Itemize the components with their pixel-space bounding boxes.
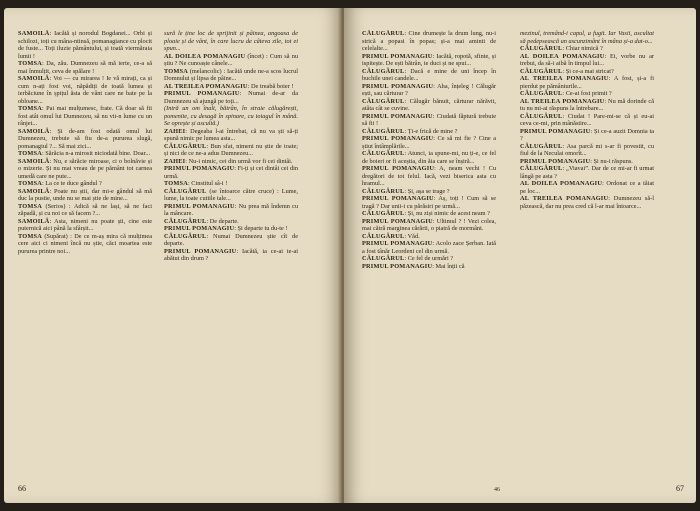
script-line [362,150,496,165]
speaker-name: CĂLUGĂRUL [164,217,207,225]
line-text: : Ce să mi fie ? Cine a știut întâmplările... [362,135,496,150]
line-text: (se întoarce către cruce) : Lume, lume, la toate cutiile tale... [164,187,298,202]
left-column-2 [164,30,298,490]
line-text: : Pai mai mulțumesc, frate. Că doar să fii fost atât omul lui Dumnezeu, să nu vii-n lume cu un rânjet... [18,105,152,127]
line-text: sură le ține loc de sprijinit și pâinea, angoasa de ploaie și de vânt, în care lucru de câteva zile, tot ei spun... [164,30,298,52]
speaker-name: TOMSA [164,67,188,75]
script-line [362,255,496,263]
speaker-name: PRIMUL POMANAGIU [362,262,433,270]
script-line [164,165,298,180]
speaker-name: CĂLUGĂRUL [362,97,405,105]
script-line [164,203,298,218]
script-line [520,158,654,166]
speaker-name: AL TREILEA POMANAGIU [164,82,248,90]
line-text: : Numai Dumnezeu știe cît de departe. [164,232,298,247]
line-text: : Și de-am fost odată omul lui Dumnezeu, trebuie să fiu de-a pururea slugă, pomanagiul ?... Să mai zici... [18,127,152,150]
speaker-name: CĂLUGĂRUL [520,112,563,120]
speaker-name: CĂLUGĂRUL [362,67,405,75]
script-line [520,113,654,128]
line-text: : Și, nu ziși nimic de acest neam ? [404,210,490,217]
speaker-name: PRIMUL POMANAGIU [362,217,433,225]
line-text: : Acolo zace Șerban. Iată a fost tânăr Leordeni cel din urmă. [362,240,496,255]
speaker-name: CĂLUGĂRUL [164,232,207,240]
speaker-name: PRIMUL POMANAGIU [520,127,591,135]
line-text: : De treabă boier ! [247,82,294,90]
line-text: : Și departe tu du-te ! [234,225,288,232]
line-text: : Sărăcia n-a mirosit niciodată bine. Doar... [41,150,151,157]
script-line [18,158,152,181]
line-text: : La ce te duce gândul ? [41,180,102,187]
script-line [164,90,298,105]
script-line [18,128,152,151]
script-line [18,75,152,105]
line-text: : Nu prea mă îndemn cu la mâncare. [164,202,298,217]
line-text: : Văd. [404,232,420,240]
speaker-name: TOMSA [18,60,42,67]
line-text: : Aha, înțeleg ! Călugăr ești, sau cărturar ? [362,82,496,97]
line-text: : Și, așa se trage ? [404,187,450,195]
script-line [164,68,298,83]
script-line [520,195,654,210]
script-line [520,90,654,98]
line-text: : Ciudat ! Pare-mi-se că și eu-ai ceva ce-mi, prin mânăstire... [520,112,654,127]
speaker-name: AL TREILEA POMANAGIU [520,195,609,202]
line-text: : Degeaba l-ai întrebat, că nu va ști să-ți spună nimic pe lumea asta... [164,127,298,142]
speaker-name: TOMSA [18,232,42,240]
script-line [362,210,496,218]
script-line [164,143,298,158]
line-text: : Asa parcă mi s-ar fi povestit, cu fiul de la Neculai omorît... [520,142,654,157]
script-line [362,240,496,255]
line-text: : De departe. [206,217,239,225]
script-line [18,233,152,256]
speaker-name: AL TREILEA POMANAGIU [520,97,605,105]
speaker-name: SAMOILĂ [18,157,50,165]
script-line [164,248,298,263]
script-line [18,30,152,60]
speaker-name: PRIMUL POMANAGIU [362,112,433,120]
script-line [164,128,298,143]
speaker-name: SAMOILĂ [18,30,50,37]
right-page-number: 67 [676,484,684,493]
left-page [4,8,342,503]
line-text: : „Viavai”. Dar de ce mi-ar fi urmat lângă pe asta ? [520,165,654,180]
script-line [520,45,654,53]
script-line [362,165,496,188]
speaker-name: PRIMUL POMANAGIU [362,165,435,172]
line-text: : Mai înții că [432,262,465,270]
script-line [520,143,654,158]
line-text: : Ciudată făptură trebuie să fii ! [362,112,496,127]
script-line [520,30,654,45]
speaker-name: AL DOILEA POMANAGIU [164,52,246,60]
script-line [520,68,654,76]
script-line [362,68,496,83]
speaker-name: CĂLUGĂRUL [362,150,405,157]
line-text: : Nu, e sărăcie miroase, ci o bolnăvie și o mizerie. Și nu mai vreau de pe pământ tot carnea umedă care ne pute... [18,157,152,180]
script-line [164,188,298,203]
right-column-1 [362,30,496,490]
speaker-name: CĂLUGĂRUL [520,165,563,172]
speaker-name: CĂLUGĂRUL [164,187,207,195]
speaker-name: AL DOILEA POMANAGIU [520,180,603,187]
right-column-2 [520,30,654,490]
right-page [344,8,696,503]
line-text: : Dacă e mine de uni încep în buchile unei candele... [362,67,496,82]
script-line [164,83,298,91]
script-line [362,218,496,233]
script-line [520,128,654,143]
speaker-name: PRIMUL POMANAGIU [164,225,235,232]
script-line [362,263,496,271]
speaker-name: TOMSA [18,150,42,157]
script-line [362,188,496,196]
speaker-name: SAMOILĂ [18,75,50,82]
line-text: : Nu mă dorinde că tu nu mi-ai răspuns la întrebare... [520,97,654,112]
line-text: : Ei, vorbe nu ar trebui, da să-i aibă în timpul lui... [520,52,654,67]
line-text: : Aș, toți ! Cum să se tragă ? Dar unii-i cu părăsiri pe urmă... [362,195,496,210]
script-line [18,150,152,158]
script-line [362,195,496,210]
script-line [18,105,152,128]
speaker-name: ZAHEI [164,157,186,165]
line-text: : Atunci, ia spune-mi, nu ți-e, ce fel de boieri or fi aceștia, din ăia care se înșiră... [362,150,496,165]
speaker-name: CĂLUGĂRUL [520,142,563,150]
speaker-name: PRIMUL POMANAGIU [164,90,240,97]
speaker-name: CĂLUGĂRUL [362,127,405,135]
speaker-name: TOMSA [18,202,42,210]
line-text: : A, neam vechi ! Cu dregători de tot felul. Iacă, vezi biserica asta cu hramul... [362,165,496,187]
script-line [164,225,298,233]
line-text: mezinul, tremând-i capul, a fugit. Iar Vasii, ascultat să pedepsească un ascunzimânt în mâna și-a dat-o... [520,30,654,45]
script-line [18,180,152,188]
speaker-name: CĂLUGĂRUL [362,232,405,240]
script-line [520,75,654,90]
script-line [520,180,654,195]
left-page-number: 66 [18,484,26,493]
script-line [164,218,298,226]
left-column-1 [18,30,152,490]
script-line [362,113,496,128]
script-line [362,98,496,113]
script-line [18,218,152,233]
script-line [362,128,496,136]
script-line [362,83,496,98]
speaker-name: PRIMUL POMANAGIU [362,52,433,60]
speaker-name: CĂLUGĂRUL [362,210,405,217]
line-text: (Serios) : Adică să ne lași, să ne faci zăpadă, și cu noi ce să facem ?... [18,202,152,217]
line-text: : Călugăr bănuit, cărturar nărăvit, atâta cât se cuvine. [362,97,496,112]
speaker-name: PRIMUL POMANAGIU [164,202,235,210]
line-text: : Cinstitul sâ-i ! [187,180,228,187]
script-line [362,135,496,150]
line-text: (Intră un om înalt, bătrân, în straie călugărești, pomenite, cu desagă în spinare, cu toiagul în mână. Se oprește și ascultă.) [164,105,298,127]
script-line [164,105,298,128]
line-text: : Nu-i nimic, cei din urmă vor fi cei dintâi. [185,157,293,165]
speaker-name: AL TREILEA POMANAGIU [520,75,609,82]
script-line [18,203,152,218]
speaker-name: CĂLUGĂRUL [520,67,563,75]
line-text: : Cine drumește la drum lung, nu-i strică a popasi în popas; și-a mai aminti de celelalte... [362,30,496,52]
line-text: : Și ce-a mai stricat? [562,67,614,75]
line-text: : A fost, și-a fi pierdut pe pământurile... [520,75,654,90]
script-line [362,233,496,241]
line-text: : Fi-ți și cei dintâi cei din urmă. [164,165,298,180]
script-line [164,233,298,248]
script-line [164,30,298,53]
line-text: : Ce-ai fost primit ? [562,90,612,97]
script-line [164,180,298,188]
speaker-name: SAMOILĂ [18,187,50,195]
script-line [520,98,654,113]
script-line [164,53,298,68]
line-text: : Iacătă și norodul Bogdanei... Orbi și schilozi, toți cu mâna-ntinsă, pomanagiance cu plocit de fuste... Toți iluzie pământului, și toată viermăraia lumii ! [18,30,152,60]
script-line [362,53,496,68]
line-text: : Și ce-a auzit Domnia ta ? [520,127,654,142]
script-line [18,60,152,75]
script-line [520,165,654,180]
speaker-name: ZAHEI [164,127,186,135]
line-text: : Voi — cu mirarea ! Ie vă mirați, ca și cum n-ați fost voi, năpădiți de toată lumea și ierbăciune în șpițul ăsta de vânt care ne bate pe la obloane... [18,75,152,105]
speaker-name: CĂLUGĂRUL [362,30,405,37]
speaker-name: PRIMUL POMANAGIU [362,195,434,202]
speaker-name: PRIMUL POMANAGIU [362,240,433,247]
speaker-name: PRIMUL POMANAGIU [164,247,237,255]
line-text: (Supărat) : De ce m-aș mira că mulțimea cere aici ci nimeni încă nu știe, căci moartea este pururea printre noi... [18,232,152,255]
speaker-name: SAMOILĂ [18,217,50,225]
speaker-name: TOMSA [18,105,42,112]
speaker-name: SAMOILĂ [18,127,50,135]
speaker-name: PRIMUL POMANAGIU [362,82,434,90]
line-text: : Iacătă, ia ce-ai te-ai abătut din drum ? [164,247,298,262]
speaker-name: CĂLUGĂRUL [520,45,563,52]
line-text: : Ordonat ce a tăiat pe loc... [520,180,654,195]
line-text: : Iacătă, ropotă, sfinte, și ispitește. De ești bătrân, te duci și ne spui... [362,52,496,67]
line-text: : Da, zău. Dumnezeu să mă ierte, ce-a să mai înmulțit, ceva de spălare ! [18,60,152,75]
line-text: : Numai de-ar da Dumnezeu să ajungă pe toți... [164,90,298,105]
speaker-name: PRIMUL POMANAGIU [164,165,235,172]
script-line [520,53,654,68]
line-text: (încet) : Cum să nu știu ? Ne cunoaște cânele... [164,52,298,67]
speaker-name: CĂLUGĂRUL [164,142,207,150]
line-text: : Bun sfat, nimeni nu știe de toate; și nici de ce ne-a adus Dumnezeu... [164,142,298,157]
line-text: : Chiar nimică ? [562,45,603,52]
script-line [164,158,298,166]
speaker-name: PRIMUL POMANAGIU [362,135,434,142]
speaker-name: CĂLUGĂRUL [362,255,405,262]
line-text: : Ce fel de urmări ? [404,255,454,262]
speaker-name: TOMSA [164,180,188,187]
line-text: : Și nu-i răspuns. [590,157,633,165]
script-line [18,188,152,203]
center-mark: 46 [494,487,500,493]
speaker-name: TOMSA [18,180,42,187]
speaker-name: CĂLUGĂRUL [362,187,405,195]
line-text: : Ultimul ? ! Vezi colea, mai cătră marginea cărării, o piatră de mormânt. [362,217,496,232]
line-text: : Asta, nimeni nu poate ști, cine este puternică aici până la sfârșit... [18,217,152,232]
line-text: : Poate nu știi, dar mi-e gândul să mă duc la pustie, unde nu se mai știe de mine... [18,187,152,202]
line-text: (melancolic) : Iacătă unde ne-a scos lucrul Domnului și lipsa de pâine... [164,67,298,82]
line-text: : Ți-e frică de mine ? [404,127,458,135]
speaker-name: PRIMUL POMANAGIU [520,157,591,165]
script-line [362,30,496,53]
line-text: : Dumnezeu să-l păzească, dar nu prea cred că l-ar mai întoarce... [520,195,654,210]
speaker-name: AL DOILEA POMANAGIU [520,52,605,60]
speaker-name: CĂLUGĂRUL [520,90,563,97]
